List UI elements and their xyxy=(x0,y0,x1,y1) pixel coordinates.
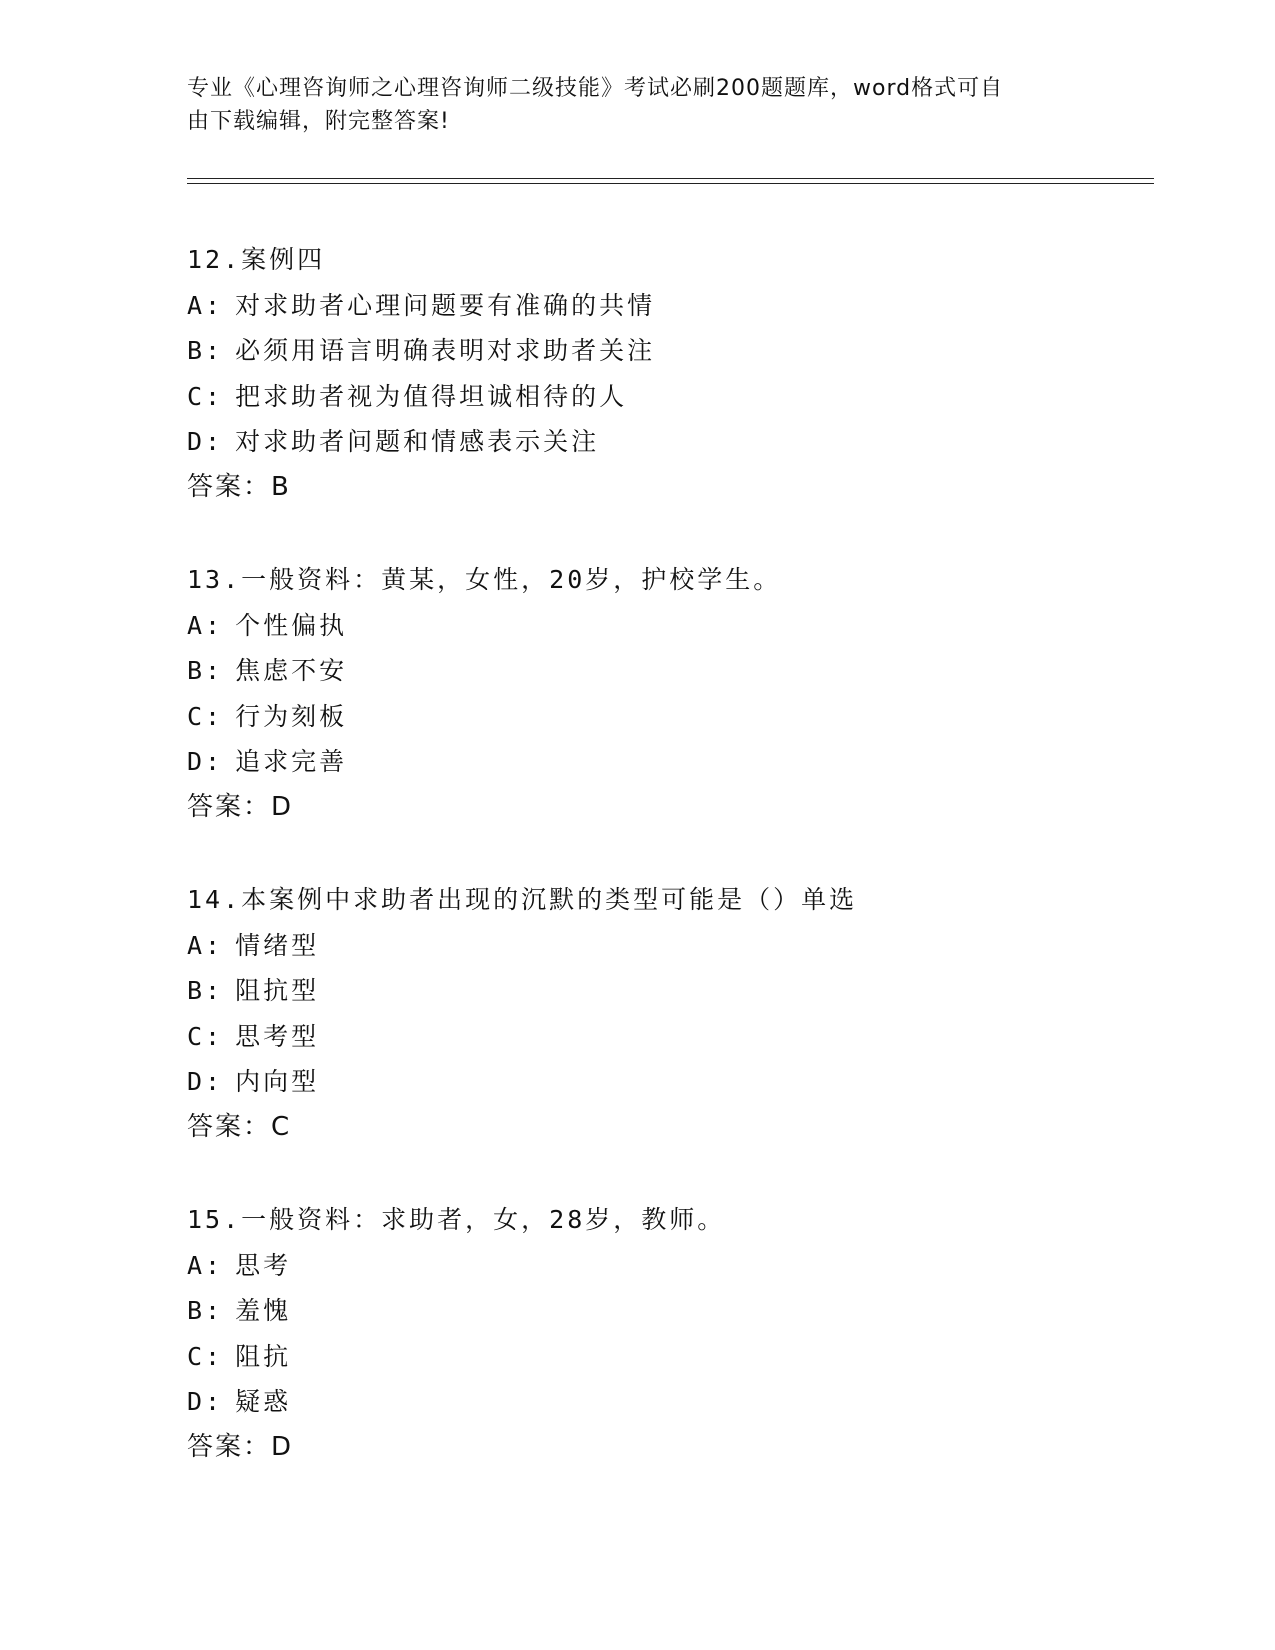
option-text: 阻抗型 xyxy=(235,976,320,1005)
question-stem: 14.本案例中求助者出现的沉默的类型可能是（）单选 xyxy=(187,885,858,914)
option-letter: A: xyxy=(187,290,224,320)
option-letter: A: xyxy=(187,1250,224,1280)
document-header xyxy=(187,72,1067,138)
header-divider-bottom xyxy=(187,183,1154,184)
option-c xyxy=(187,1014,1187,1060)
option-text: 内向型 xyxy=(235,1067,320,1096)
question-block xyxy=(187,877,1187,1150)
option-c xyxy=(187,1334,1187,1380)
option-c xyxy=(187,694,1187,740)
question-block xyxy=(187,1197,1187,1470)
header-line-1: 专业《心理咨询师之心理咨询师二级技能》考试必刷200题题库，word格式可自 xyxy=(187,76,1004,101)
option-letter: D: xyxy=(187,427,224,456)
answer-line: 答案：C xyxy=(187,1111,292,1142)
option-text: 必须用语言明确表明对求助者关注 xyxy=(235,336,656,365)
header-divider-top xyxy=(187,178,1154,179)
option-text: 对求助者心理问题要有准确的共情 xyxy=(235,290,656,320)
option-letter: D: xyxy=(187,747,224,776)
option-letter: C: xyxy=(187,1021,224,1051)
question-stem: 15.一般资料：求助者，女，28岁，教师。 xyxy=(187,1205,726,1234)
option-text: 疑惑 xyxy=(235,1387,292,1416)
option-a xyxy=(187,1243,1187,1289)
option-letter: A: xyxy=(187,610,224,640)
question-stem: 12.案例四 xyxy=(187,245,326,274)
option-letter: B: xyxy=(187,1296,224,1325)
option-text: 羞愧 xyxy=(235,1296,292,1325)
option-text: 行为刻板 xyxy=(235,701,348,731)
option-text: 把求助者视为值得坦诚相待的人 xyxy=(235,381,628,411)
option-letter: A: xyxy=(187,930,224,960)
option-letter: C: xyxy=(187,381,224,411)
question-block xyxy=(187,237,1187,510)
answer-line: 答案：B xyxy=(187,471,291,502)
question-stem: 13.一般资料：黄某，女性，20岁，护校学生。 xyxy=(187,565,782,594)
option-b xyxy=(187,1288,1187,1334)
option-b xyxy=(187,968,1187,1014)
option-letter: C: xyxy=(187,1341,224,1371)
option-d xyxy=(187,1059,1187,1105)
question-block xyxy=(187,557,1187,830)
option-b xyxy=(187,328,1187,374)
answer-line: 答案：D xyxy=(187,1431,294,1462)
option-d xyxy=(187,419,1187,465)
option-c xyxy=(187,374,1187,420)
option-text: 个性偏执 xyxy=(235,610,348,640)
option-letter: B: xyxy=(187,336,224,365)
option-a xyxy=(187,283,1187,329)
option-letter: B: xyxy=(187,976,224,1005)
option-text: 思考 xyxy=(235,1250,292,1280)
option-a xyxy=(187,603,1187,649)
option-letter: C: xyxy=(187,701,224,731)
option-letter: D: xyxy=(187,1387,224,1416)
option-text: 阻抗 xyxy=(235,1341,292,1371)
option-text: 焦虑不安 xyxy=(235,656,348,685)
option-b xyxy=(187,648,1187,694)
option-d xyxy=(187,1379,1187,1425)
option-text: 追求完善 xyxy=(235,747,348,776)
option-text: 对求助者问题和情感表示关注 xyxy=(235,427,600,456)
option-letter: D: xyxy=(187,1067,224,1096)
header-line-2: 由下载编辑，附完整答案! xyxy=(187,109,450,134)
option-d xyxy=(187,739,1187,785)
option-letter: B: xyxy=(187,656,224,685)
option-a xyxy=(187,923,1187,969)
option-text: 情绪型 xyxy=(235,930,320,960)
option-text: 思考型 xyxy=(235,1021,320,1051)
answer-line: 答案：D xyxy=(187,791,294,822)
